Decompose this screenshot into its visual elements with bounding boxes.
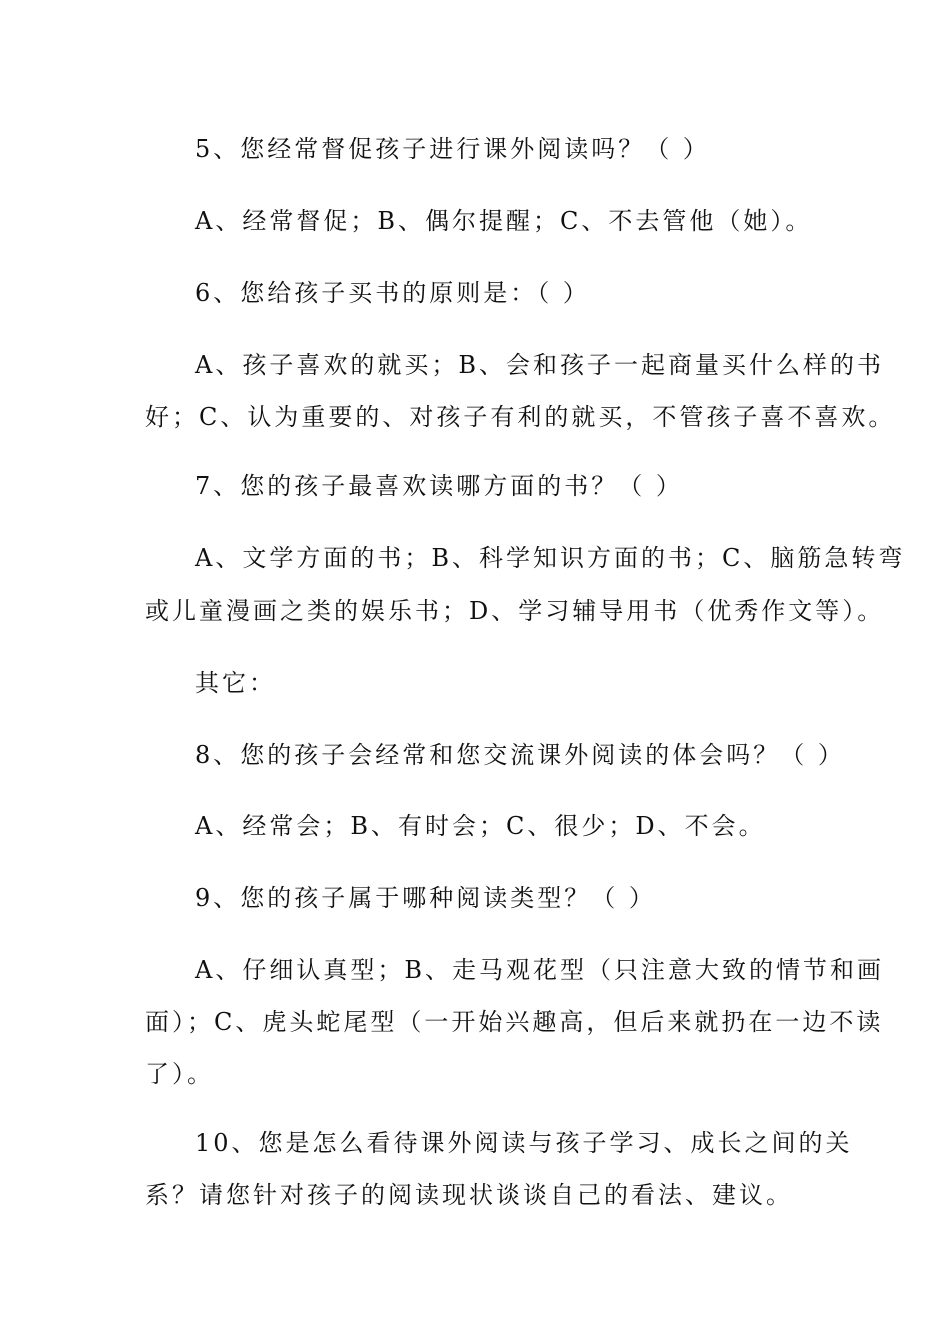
question-9-options-line-3: 了）。: [145, 1060, 214, 1088]
question-6-options-line-2: 好；C、认为重要的、对孩子有利的就买，不管孩子喜不喜欢。: [145, 403, 896, 431]
question-7-options-line-2: 或儿童漫画之类的娱乐书；D、学习辅导用书（优秀作文等）。: [145, 597, 885, 625]
question-7-options-line-1: A、文学方面的书；B、科学知识方面的书；C、脑筋急转弯: [195, 544, 906, 572]
question-7-prompt: 7、您的孩子最喜欢读哪方面的书？（ ）: [195, 472, 683, 500]
question-10-prompt-line-2: 系？请您针对孩子的阅读现状谈谈自己的看法、建议。: [145, 1181, 793, 1209]
question-8-prompt: 8、您的孩子会经常和您交流课外阅读的体会吗？（ ）: [195, 741, 845, 769]
question-8-options: A、经常会；B、有时会；C、很少；D、不会。: [195, 812, 766, 840]
question-6-options-line-1: A、孩子喜欢的就买；B、会和孩子一起商量买什么样的书: [195, 351, 884, 379]
question-7-extra: 其它：: [195, 669, 276, 697]
question-9-options-line-1: A、仔细认真型；B、走马观花型（只注意大致的情节和画: [195, 956, 884, 984]
question-9-options-line-2: 面）；C、虎头蛇尾型（一开始兴趣高，但后来就扔在一边不读: [145, 1008, 884, 1036]
question-6-prompt: 6、您给孩子买书的原则是：（ ）: [195, 279, 590, 307]
question-10-prompt-line-1: 10、您是怎么看待课外阅读与孩子学习、成长之间的关: [195, 1129, 853, 1157]
question-9-prompt: 9、您的孩子属于哪种阅读类型？（ ）: [195, 884, 656, 912]
question-5-options: A、经常督促；B、偶尔提醒；C、不去管他（她）。: [195, 207, 813, 235]
question-5-prompt: 5、您经常督促孩子进行课外阅读吗？（ ）: [195, 135, 710, 163]
